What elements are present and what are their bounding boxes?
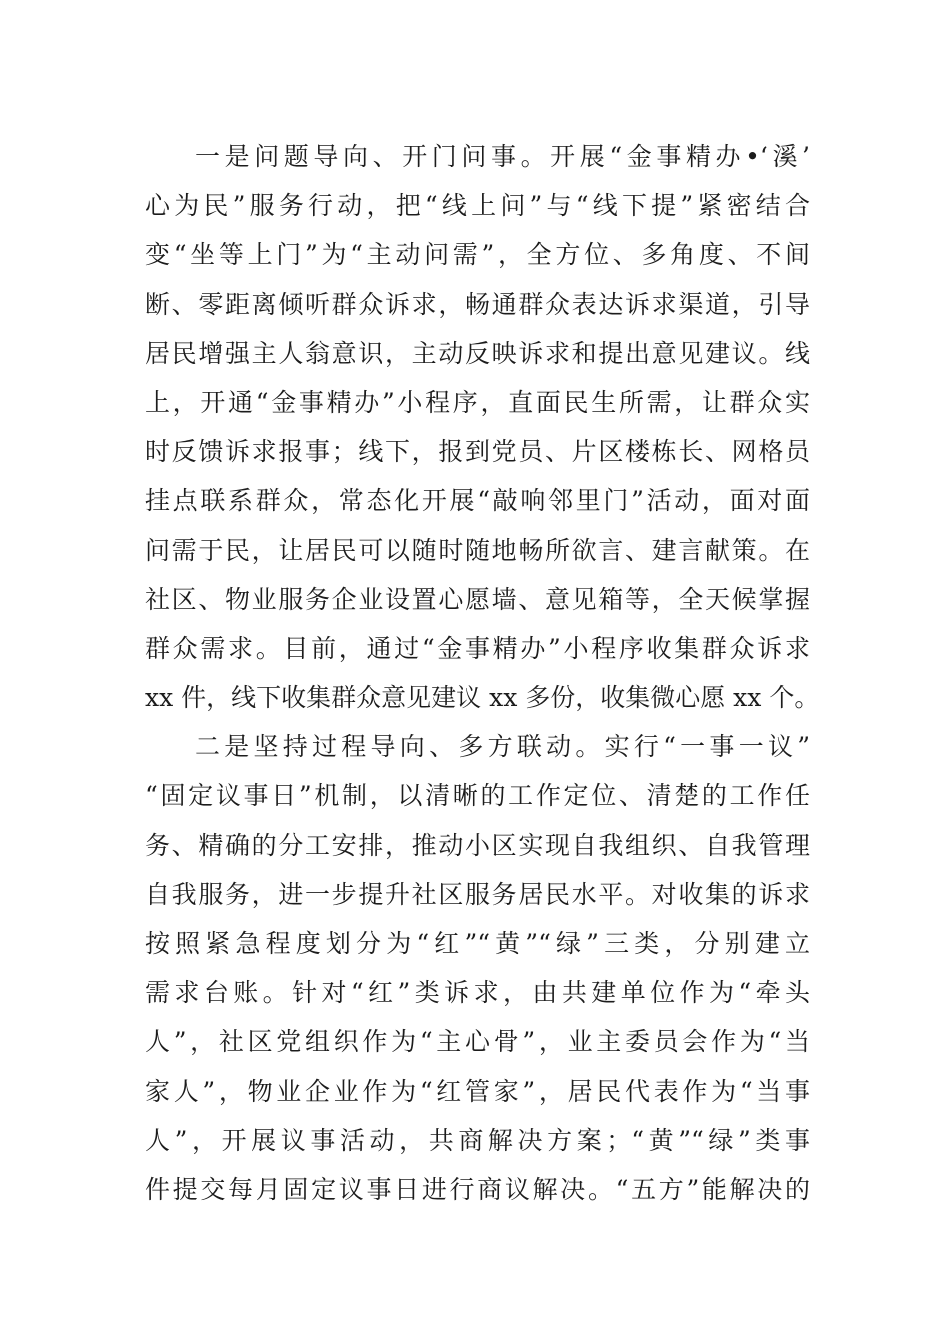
text-line: 群众需求。目前，通过“金事精办”小程序收集群众诉求 xyxy=(145,633,810,663)
text-line: 件提交每月固定议事日进行商议解决。“五方”能解决的 xyxy=(145,1174,810,1204)
text-line: 挂点联系群众，常态化开展“敲响邻里门”活动，面对面 xyxy=(145,486,810,516)
paragraph-problem-oriented xyxy=(145,132,820,722)
text-line: 社区、物业服务企业设置心愿墙、意见箱等，全天候掌握 xyxy=(145,584,810,614)
text-line: 变“坐等上门”为“主动问需”，全方位、多角度、不间 xyxy=(145,240,810,270)
text-line: 问需于民，让居民可以随时随地畅所欲言、建言献策。在 xyxy=(145,535,810,565)
text-line: 按照紧急程度划分为“红”“黄”“绿”三类，分别建立 xyxy=(145,929,810,958)
text-line: 心为民”服务行动，把“线上问”与“线下提”紧密结合 xyxy=(145,191,810,221)
document-body xyxy=(145,132,820,1214)
text-line: 需求台账。针对“红”类诉求，由共建单位作为“牵头 xyxy=(145,978,810,1008)
text-line: xx 件，线下收集群众意见建议 xx 多份，收集微心愿 xx 个。 xyxy=(145,683,820,713)
text-line: 家人”，物业企业作为“红管家”，居民代表作为“当事 xyxy=(145,1076,810,1106)
text-line: 务、精确的分工安排，推动小区实现自我组织、自我管理 xyxy=(145,830,810,860)
text-line: 时反馈诉求报事；线下，报到党员、片区楼栋长、网格员 xyxy=(145,437,810,467)
text-line: 居民增强主人翁意识，主动反映诉求和提出意见建议。线 xyxy=(145,338,810,368)
text-line: 人”，开展议事活动，共商解决方案；“黄”“绿”类事 xyxy=(145,1125,810,1155)
text-line: 上，开通“金事精办”小程序，直面民生所需，让群众实 xyxy=(145,387,810,417)
text-line: 一是问题导向、开门问事。开展“金事精办•‘溪’ xyxy=(195,142,810,171)
paragraph-process-oriented xyxy=(145,722,810,1214)
text-line: 自我服务，进一步提升社区服务居民水平。对收集的诉求 xyxy=(145,879,810,909)
text-line: 人”，社区党组织作为“主心骨”，业主委员会作为“当 xyxy=(145,1027,810,1057)
text-line: “固定议事日”机制，以清晰的工作定位、清楚的工作任 xyxy=(145,781,810,811)
text-line: 断、零距离倾听群众诉求，畅通群众表达诉求渠道，引导 xyxy=(145,289,810,319)
text-line: 二是坚持过程导向、多方联动。实行“一事一议” xyxy=(195,732,810,762)
